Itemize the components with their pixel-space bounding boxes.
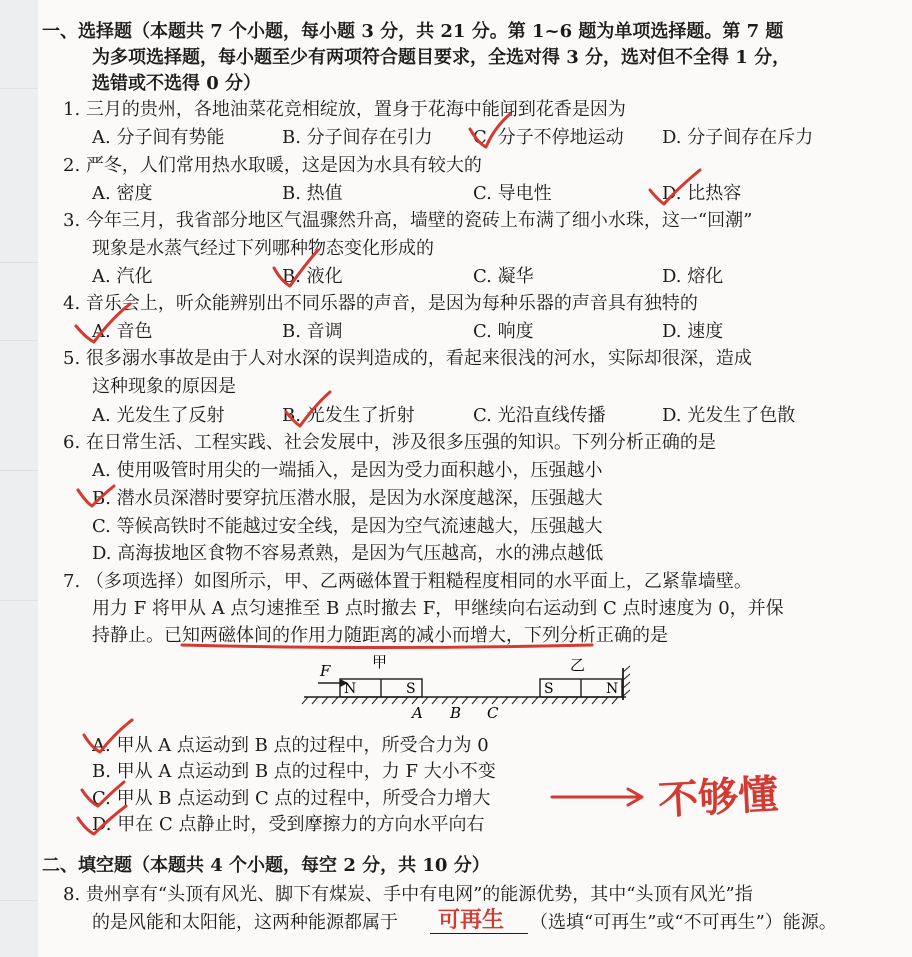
section2-header: 二、填空题（本题共 4 个小题，每空 2 分，共 10 分） xyxy=(42,855,490,876)
q6-option-d: D. 高海拔地区食物不容易煮熟，是因为气压越高，水的沸点越低 xyxy=(92,543,604,564)
diagram-label-f: F xyxy=(320,662,331,680)
q4-option-a: A. 音色 xyxy=(92,321,153,342)
q7-stem: 7. （多项选择）如图所示，甲、乙两磁体置于粗糙程度相同的水平面上，乙紧靠墙壁。 xyxy=(63,571,752,592)
q3-stem: 3. 今年三月，我省部分地区气温骤然升高，墙壁的瓷砖上布满了细小水珠，这一“回潮” xyxy=(63,210,753,231)
q6-option-c: C. 等候高铁时不能越过安全线，是因为空气流速越大，压强越大 xyxy=(92,516,603,537)
q4-option-d: D. 速度 xyxy=(662,321,724,342)
q1-option-c: C. 分子不停地运动 xyxy=(473,127,624,148)
q7-option-a: A. 甲从 A 点运动到 B 点的过程中，所受合力为 0 xyxy=(92,735,489,756)
handwritten-note: 不够懂 xyxy=(657,771,780,825)
q5-stem: 5. 很多溺水事故是由于人对水深的误判造成的，看起来很浅的河水，实际却很深，造成 xyxy=(63,348,752,369)
q7-stem-line3: 持静止。已知两磁体间的作用力随距离的减小而增大，下列分析正确的是 xyxy=(92,625,668,646)
q2-option-b: B. 热值 xyxy=(282,183,343,204)
check-q2-d xyxy=(650,170,700,204)
check-q6-b xyxy=(78,486,114,506)
magnet-jia-s: S xyxy=(406,681,416,697)
q3-stem-line2: 现象是水蒸气经过下列哪种物态变化形成的 xyxy=(92,238,434,259)
q1-option-a: A. 分子间有势能 xyxy=(92,127,225,148)
check-q4-a xyxy=(76,304,130,342)
check-q3-b xyxy=(274,250,318,286)
check-q1-c xyxy=(470,114,510,147)
underline-q7 xyxy=(182,645,592,648)
arrow-to-note xyxy=(552,789,642,805)
section1-header: 一、选择题（本题共 7 个小题，每小题 3 分，共 21 分。第 1~6 题为单项选择题。第 7 题 xyxy=(42,21,784,42)
q5-option-d: D. 光发生了色散 xyxy=(662,405,796,426)
q4-option-b: B. 音调 xyxy=(282,321,343,342)
section1-line3: 选错或不选得 0 分） xyxy=(92,73,262,94)
q7-option-d: D. 甲在 C 点静止时，受到摩擦力的方向水平向右 xyxy=(92,814,485,835)
q6-option-a: A. 使用吸管时用尖的一端插入，是因为受力面积越小，压强越小 xyxy=(92,460,603,481)
q7-option-c: C. 甲从 B 点运动到 C 点的过程中，所受合力增大 xyxy=(92,788,491,809)
q7-stem-line2: 用力 F 将甲从 A 点匀速推至 B 点时撤去 F，甲继续向右运动到 C 点时速度为 0，并保 xyxy=(92,598,784,619)
q8-stem-line2b: （选填“可再生”或“不可再生”）能源。 xyxy=(530,912,837,933)
check-q7-a xyxy=(84,720,132,752)
check-q5-b xyxy=(286,392,330,426)
q1-stem: 1. 三月的贵州，各地油菜花竞相绽放，置身于花海中能闻到花香是因为 xyxy=(63,99,626,120)
q4-option-c: C. 响度 xyxy=(473,321,534,342)
point-c: C xyxy=(487,704,499,720)
q2-option-d: D. 比热容 xyxy=(662,183,742,204)
check-q7-c xyxy=(82,782,124,806)
q3-option-a: A. 汽化 xyxy=(92,266,153,287)
point-b: B xyxy=(450,704,462,720)
diagram-label-jia: 甲 xyxy=(372,653,388,671)
q5-option-a: A. 光发生了反射 xyxy=(92,405,225,426)
point-a: A xyxy=(412,704,423,720)
check-q7-d xyxy=(78,806,126,834)
q8-stem: 8. 贵州享有“头顶有风光、脚下有煤炭、手中有电网”的能源优势，其中“头顶有风光”指 xyxy=(63,884,753,905)
q6-stem: 6. 在日常生活、工程实践、社会发展中，涉及很多压强的知识。下列分析正确的是 xyxy=(63,432,716,453)
q3-option-d: D. 熔化 xyxy=(662,266,724,287)
section1-line2: 为多项选择题，每小题至少有两项符合题目要求，全选对得 3 分，选对但不全得 1 分， xyxy=(92,47,791,68)
magnet-yi-s: S xyxy=(544,681,554,697)
q5-option-c: C. 光沿直线传播 xyxy=(473,405,606,426)
q4-stem: 4. 音乐会上，听众能辨别出不同乐器的声音，是因为每种乐器的声音具有独特的 xyxy=(63,293,698,314)
q2-option-a: A. 密度 xyxy=(92,183,153,204)
q1-option-d: D. 分子间存在斥力 xyxy=(662,127,814,148)
q2-option-c: C. 导电性 xyxy=(473,183,552,204)
magnet-jia-n: N xyxy=(344,681,357,697)
diagram-label-yi: 乙 xyxy=(570,656,586,674)
q7-option-b: B. 甲从 A 点运动到 B 点的过程中，力 F 大小不变 xyxy=(92,761,496,782)
q8-stem-line2a: 的是风能和太阳能，这两种能源都属于 xyxy=(92,912,398,933)
q6-option-b: B. 潜水员深潜时要穿抗压潜水服，是因为水深度越深，压强越大 xyxy=(92,488,603,509)
q3-option-b: B. 液化 xyxy=(282,266,343,287)
q3-option-c: C. 凝华 xyxy=(473,266,534,287)
handwritten-answer: 可再生 xyxy=(438,908,505,933)
magnet-yi-n: N xyxy=(606,681,619,697)
q1-option-b: B. 分子间存在引力 xyxy=(282,127,433,148)
q5-stem-line2: 这种现象的原因是 xyxy=(92,376,236,397)
q5-option-b: B. 光发生了折射 xyxy=(282,405,415,426)
q2-stem: 2. 严冬，人们常用热水取暖，这是因为水具有较大的 xyxy=(63,155,482,176)
